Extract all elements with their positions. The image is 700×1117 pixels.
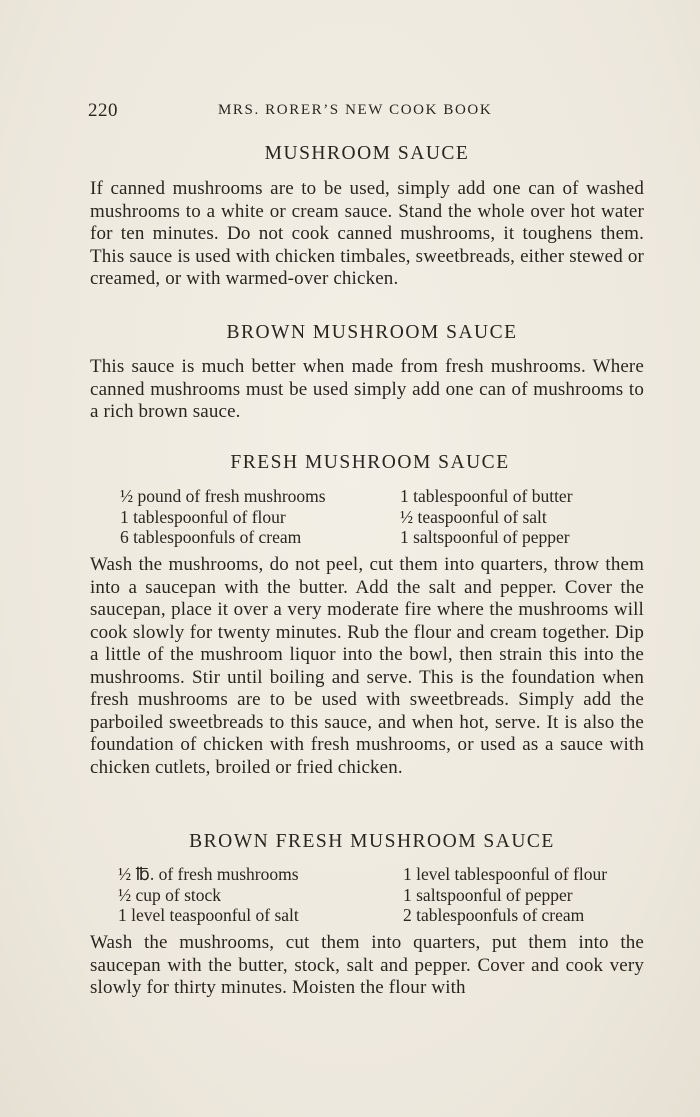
running-head xyxy=(88,100,648,124)
ingredient-item: ½ cup of stock xyxy=(118,884,222,905)
ingredients-right-column xyxy=(400,486,573,548)
section-paragraph-brown-mushroom-sauce: This sauce is much better when made from fresh mushrooms. Where canned mushrooms must be used simply add one can of mushrooms to a rich brown sauce. xyxy=(90,356,644,422)
ingredients-left-column xyxy=(120,486,326,548)
section-heading-brown-mushroom-sauce: BROWN MUSHROOM SAUCE xyxy=(226,322,518,343)
ingredient-item: 1 tablespoonful of flour xyxy=(120,506,286,527)
ingredient-item: 1 saltspoonful of pepper xyxy=(400,527,570,547)
ingredient-item: 1 level tablespoonful of flour xyxy=(403,864,608,884)
page-number: 220 xyxy=(88,100,118,121)
ingredients-brown-fresh-mushroom-sauce xyxy=(118,864,643,928)
section-heading-fresh-mushroom-sauce: FRESH MUSHROOM SAUCE xyxy=(230,452,510,473)
section-paragraph-fresh-mushroom-sauce: Wash the mushrooms, do not peel, cut them into quarters, throw them into a saucepan with the butter. Add the salt and pepper. Cover the saucepan, place it over a very moderate fire where the mushrooms will cook slowly for twenty minutes. Rub the flour and cream together. Dip a little of the mushroom liquor into the bowl, then strain this into the mushrooms. Stir until boiling and serve. This is the foundation when fresh mushrooms are to be used with sweetbreads. Simply add the parboiled sweetbreads to this sauce, and when hot, serve. It is also the foundation of chicken with fresh mushrooms, or used as a sauce with chicken cutlets, broiled or fried chicken. xyxy=(90,554,644,778)
ingredient-item: 1 saltspoonful of pepper xyxy=(403,884,573,905)
ingredient-item: 1 tablespoonful of butter xyxy=(400,486,573,506)
section-heading-brown-fresh-mushroom-sauce: BROWN FRESH MUSHROOM SAUCE xyxy=(189,831,555,852)
ingredient-item: 1 level teaspoonful of salt xyxy=(118,905,299,925)
ingredient-item: ½ teaspoonful of salt xyxy=(400,506,547,527)
section-heading-mushroom-sauce: MUSHROOM SAUCE xyxy=(264,143,470,164)
ingredients-right-column xyxy=(403,864,607,926)
running-title: MRS. RORER’S NEW COOK BOOK xyxy=(218,102,493,118)
section-paragraph-brown-fresh-mushroom-sauce: Wash the mushrooms, cut them into quarters, put them into the saucepan with the butter, stock, salt and pepper. Cover and cook very slowly for thirty minutes. Moisten the flour with xyxy=(90,932,644,998)
ingredients-left-column xyxy=(118,864,299,926)
ingredient-item: 2 tablespoonfuls of cream xyxy=(403,905,585,925)
section-paragraph-mushroom-sauce: If canned mushrooms are to be used, simply add one can of washed mushrooms to a white or cream sauce. Stand the whole over hot water for ten minutes. Do not cook canned mushrooms, it toughens them. This sauce is used with chicken timbales, sweetbreads, either stewed or creamed, or with warmed-over chicken. xyxy=(90,178,644,289)
ingredient-item: ½ pound of fresh mushrooms xyxy=(120,486,326,506)
ingredient-item: ½ ℔. of fresh mushrooms xyxy=(118,864,299,884)
ingredients-fresh-mushroom-sauce xyxy=(120,486,640,550)
ingredient-item: 6 tablespoonfuls of cream xyxy=(120,527,302,547)
